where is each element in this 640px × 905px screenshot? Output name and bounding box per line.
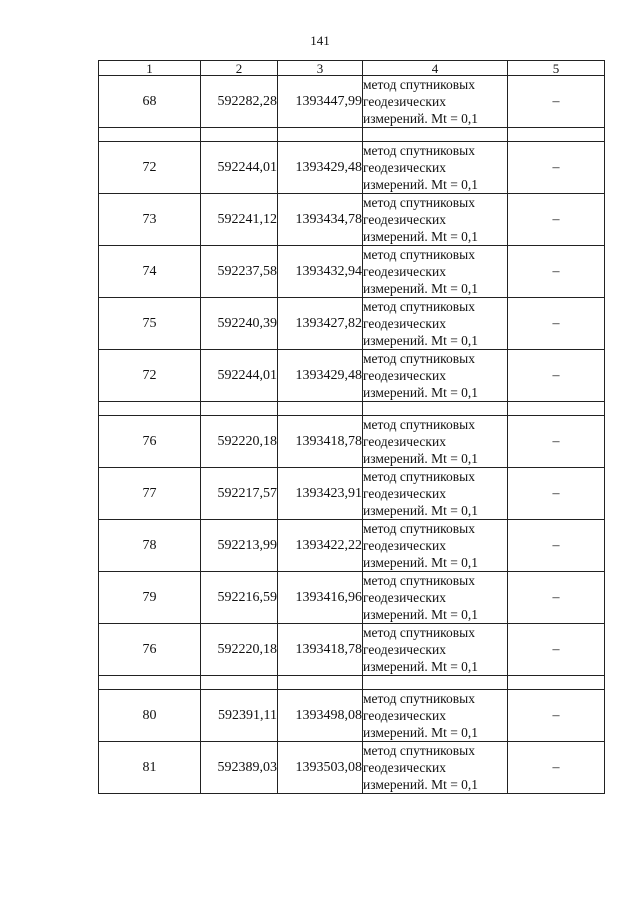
column-header-x: 2: [201, 61, 278, 76]
method-cell: [363, 194, 508, 246]
error-value-cell: –: [508, 742, 605, 794]
table-row: [99, 742, 605, 794]
separator-cell: [508, 676, 605, 690]
method-text-line: измерений. Mt = 0,1: [363, 333, 479, 348]
method-cell: [363, 468, 508, 520]
separator-cell: [99, 676, 201, 690]
separator-cell: [99, 128, 201, 142]
method-cell: [363, 520, 508, 572]
error-value-cell: –: [508, 572, 605, 624]
point-number-cell: 75: [99, 298, 201, 350]
table-separator-row: [99, 402, 605, 416]
y-coordinate-cell: 1393498,08: [278, 690, 363, 742]
point-number-cell: 80: [99, 690, 201, 742]
separator-cell: [508, 402, 605, 416]
x-coordinate-cell: 592216,59: [201, 572, 278, 624]
method-cell: [363, 142, 508, 194]
method-text-line: измерений. Mt = 0,1: [363, 229, 479, 244]
method-text-line: геодезических: [363, 368, 446, 383]
y-coordinate-cell: 1393423,91: [278, 468, 363, 520]
method-text-line: метод спутниковых: [363, 691, 475, 706]
method-cell: [363, 246, 508, 298]
point-number-cell: 79: [99, 572, 201, 624]
method-text-line: метод спутниковых: [363, 143, 475, 158]
x-coordinate-cell: 592240,39: [201, 298, 278, 350]
column-header-y: 3: [278, 61, 363, 76]
column-header-method: 4: [363, 61, 508, 76]
method-cell: [363, 76, 508, 128]
y-coordinate-cell: 1393418,78: [278, 416, 363, 468]
separator-cell: [201, 128, 278, 142]
point-number-cell: 77: [99, 468, 201, 520]
y-coordinate-cell: 1393447,99: [278, 76, 363, 128]
error-value-cell: –: [508, 468, 605, 520]
separator-cell: [278, 402, 363, 416]
method-text-line: измерений. Mt = 0,1: [363, 777, 479, 792]
method-text-line: геодезических: [363, 590, 446, 605]
method-text-line: метод спутниковых: [363, 351, 475, 366]
method-cell: [363, 742, 508, 794]
table-row: [99, 298, 605, 350]
error-value-cell: –: [508, 690, 605, 742]
method-text-line: геодезических: [363, 264, 446, 279]
x-coordinate-cell: 592241,12: [201, 194, 278, 246]
method-text-line: измерений. Mt = 0,1: [363, 385, 479, 400]
method-text-line: метод спутниковых: [363, 469, 475, 484]
method-text-line: измерений. Mt = 0,1: [363, 503, 479, 518]
method-text-line: измерений. Mt = 0,1: [363, 725, 479, 740]
method-text-line: измерений. Mt = 0,1: [363, 281, 479, 296]
method-text-line: геодезических: [363, 94, 446, 109]
y-coordinate-cell: 1393429,48: [278, 350, 363, 402]
error-value-cell: –: [508, 76, 605, 128]
method-text-line: метод спутниковых: [363, 195, 475, 210]
method-text-line: геодезических: [363, 708, 446, 723]
point-number-cell: 76: [99, 416, 201, 468]
separator-cell: [363, 676, 508, 690]
x-coordinate-cell: 592244,01: [201, 350, 278, 402]
table-row: [99, 76, 605, 128]
point-number-cell: 78: [99, 520, 201, 572]
x-coordinate-cell: 592282,28: [201, 76, 278, 128]
point-number-cell: 68: [99, 76, 201, 128]
separator-cell: [278, 676, 363, 690]
separator-cell: [201, 676, 278, 690]
error-value-cell: –: [508, 350, 605, 402]
method-text-line: геодезических: [363, 160, 446, 175]
y-coordinate-cell: 1393416,96: [278, 572, 363, 624]
separator-cell: [363, 128, 508, 142]
coordinates-table-body: [99, 61, 605, 794]
method-text-line: измерений. Mt = 0,1: [363, 555, 479, 570]
table-row: [99, 690, 605, 742]
separator-cell: [508, 128, 605, 142]
method-cell: [363, 572, 508, 624]
table-row: [99, 194, 605, 246]
x-coordinate-cell: 592244,01: [201, 142, 278, 194]
error-value-cell: –: [508, 520, 605, 572]
x-coordinate-cell: 592391,11: [201, 690, 278, 742]
column-header-number: 1: [99, 61, 201, 76]
table-row: [99, 572, 605, 624]
error-value-cell: –: [508, 298, 605, 350]
method-text-line: метод спутниковых: [363, 521, 475, 536]
error-value-cell: –: [508, 416, 605, 468]
table-row: [99, 142, 605, 194]
method-text-line: измерений. Mt = 0,1: [363, 451, 479, 466]
method-text-line: геодезических: [363, 642, 446, 657]
separator-cell: [99, 402, 201, 416]
x-coordinate-cell: 592220,18: [201, 624, 278, 676]
point-number-cell: 76: [99, 624, 201, 676]
x-coordinate-cell: 592217,57: [201, 468, 278, 520]
separator-cell: [201, 402, 278, 416]
point-number-cell: 72: [99, 350, 201, 402]
method-text-line: геодезических: [363, 538, 446, 553]
error-value-cell: –: [508, 142, 605, 194]
table-row: [99, 520, 605, 572]
point-number-cell: 74: [99, 246, 201, 298]
x-coordinate-cell: 592237,58: [201, 246, 278, 298]
method-text-line: измерений. Mt = 0,1: [363, 659, 479, 674]
method-text-line: метод спутниковых: [363, 573, 475, 588]
method-cell: [363, 624, 508, 676]
method-text-line: геодезических: [363, 760, 446, 775]
error-value-cell: –: [508, 194, 605, 246]
table-row: [99, 624, 605, 676]
method-cell: [363, 350, 508, 402]
method-text-line: метод спутниковых: [363, 743, 475, 758]
table-separator-row: [99, 676, 605, 690]
method-text-line: измерений. Mt = 0,1: [363, 607, 479, 622]
y-coordinate-cell: 1393503,08: [278, 742, 363, 794]
method-text-line: измерений. Mt = 0,1: [363, 111, 479, 126]
table-header-row: [99, 61, 605, 76]
error-value-cell: –: [508, 246, 605, 298]
method-text-line: метод спутниковых: [363, 247, 475, 262]
method-text-line: метод спутниковых: [363, 417, 475, 432]
table-row: [99, 468, 605, 520]
method-cell: [363, 298, 508, 350]
method-text-line: метод спутниковых: [363, 625, 475, 640]
table-separator-row: [99, 128, 605, 142]
method-text-line: метод спутниковых: [363, 77, 475, 92]
point-number-cell: 73: [99, 194, 201, 246]
y-coordinate-cell: 1393429,48: [278, 142, 363, 194]
point-number-cell: 72: [99, 142, 201, 194]
method-cell: [363, 690, 508, 742]
y-coordinate-cell: 1393418,78: [278, 624, 363, 676]
table-row: [99, 246, 605, 298]
x-coordinate-cell: 592220,18: [201, 416, 278, 468]
table-row: [99, 416, 605, 468]
error-value-cell: –: [508, 624, 605, 676]
method-text-line: геодезических: [363, 434, 446, 449]
y-coordinate-cell: 1393432,94: [278, 246, 363, 298]
column-header-error: 5: [508, 61, 605, 76]
method-text-line: геодезических: [363, 316, 446, 331]
y-coordinate-cell: 1393422,22: [278, 520, 363, 572]
method-text-line: геодезических: [363, 486, 446, 501]
method-cell: [363, 416, 508, 468]
page-number: 141: [310, 33, 330, 48]
y-coordinate-cell: 1393427,82: [278, 298, 363, 350]
table-row: [99, 350, 605, 402]
separator-cell: [363, 402, 508, 416]
x-coordinate-cell: 592213,99: [201, 520, 278, 572]
method-text-line: метод спутниковых: [363, 299, 475, 314]
method-text-line: измерений. Mt = 0,1: [363, 177, 479, 192]
coordinates-table: [98, 60, 605, 794]
y-coordinate-cell: 1393434,78: [278, 194, 363, 246]
separator-cell: [278, 128, 363, 142]
point-number-cell: 81: [99, 742, 201, 794]
method-text-line: геодезических: [363, 212, 446, 227]
x-coordinate-cell: 592389,03: [201, 742, 278, 794]
